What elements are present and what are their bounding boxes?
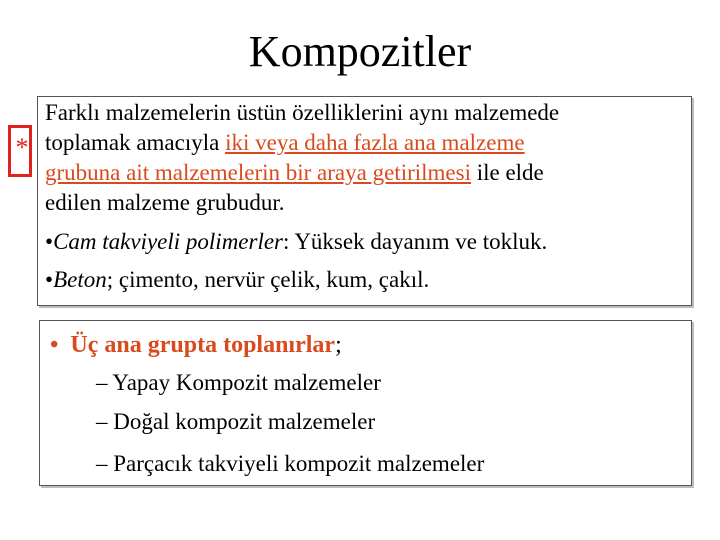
definition-line-4 [45, 188, 285, 218]
bullet-icon: • [45, 267, 54, 292]
definition-line-2 [45, 128, 525, 158]
groups-heading [50, 330, 342, 360]
example-term: Beton [53, 267, 107, 292]
groups-heading-text: Üç ana grupta toplanırlar [70, 332, 336, 358]
definition-line-3 [45, 158, 544, 188]
slide-title: Kompozitler [248, 27, 472, 76]
example-description: Yüksek dayanım ve tokluk. [294, 229, 548, 254]
example-item-concrete [45, 265, 429, 295]
definition-box [37, 96, 692, 306]
groups-heading-suffix: ; [335, 332, 342, 358]
definition-text-3: ile elde [470, 160, 544, 185]
example-item-glass [45, 227, 547, 257]
bullet-icon: • [50, 332, 59, 358]
definition-highlight-1: iki veya daha fazla ana malzeme [225, 130, 525, 155]
definition-text-1: Farklı malzemelerin üstün özelliklerini aynı malzemede [45, 100, 560, 125]
definition-text-2: toplamak amacıyla [45, 130, 226, 155]
example-separator: ; [106, 267, 119, 292]
example-separator: : [283, 229, 295, 254]
asterisk-icon: * [15, 133, 29, 162]
group-item-natural: – Doğal kompozit malzemeler [96, 409, 376, 434]
definition-highlight-2: grubuna ait malzemelerin bir araya getirilmesi [45, 160, 471, 185]
example-term: Cam takviyeli polimerler [53, 229, 284, 254]
groups-box [39, 320, 692, 486]
group-item-artificial: – Yapay Kompozit malzemeler [96, 370, 381, 395]
definition-text-4: edilen malzeme grubudur. [45, 190, 285, 215]
group-item-particle: – Parçacık takviyeli kompozit malzemeler [96, 451, 485, 476]
example-description: çimento, nervür çelik, kum, çakıl. [118, 267, 430, 292]
definition-line-1 [45, 98, 559, 128]
bullet-icon: • [45, 229, 54, 254]
